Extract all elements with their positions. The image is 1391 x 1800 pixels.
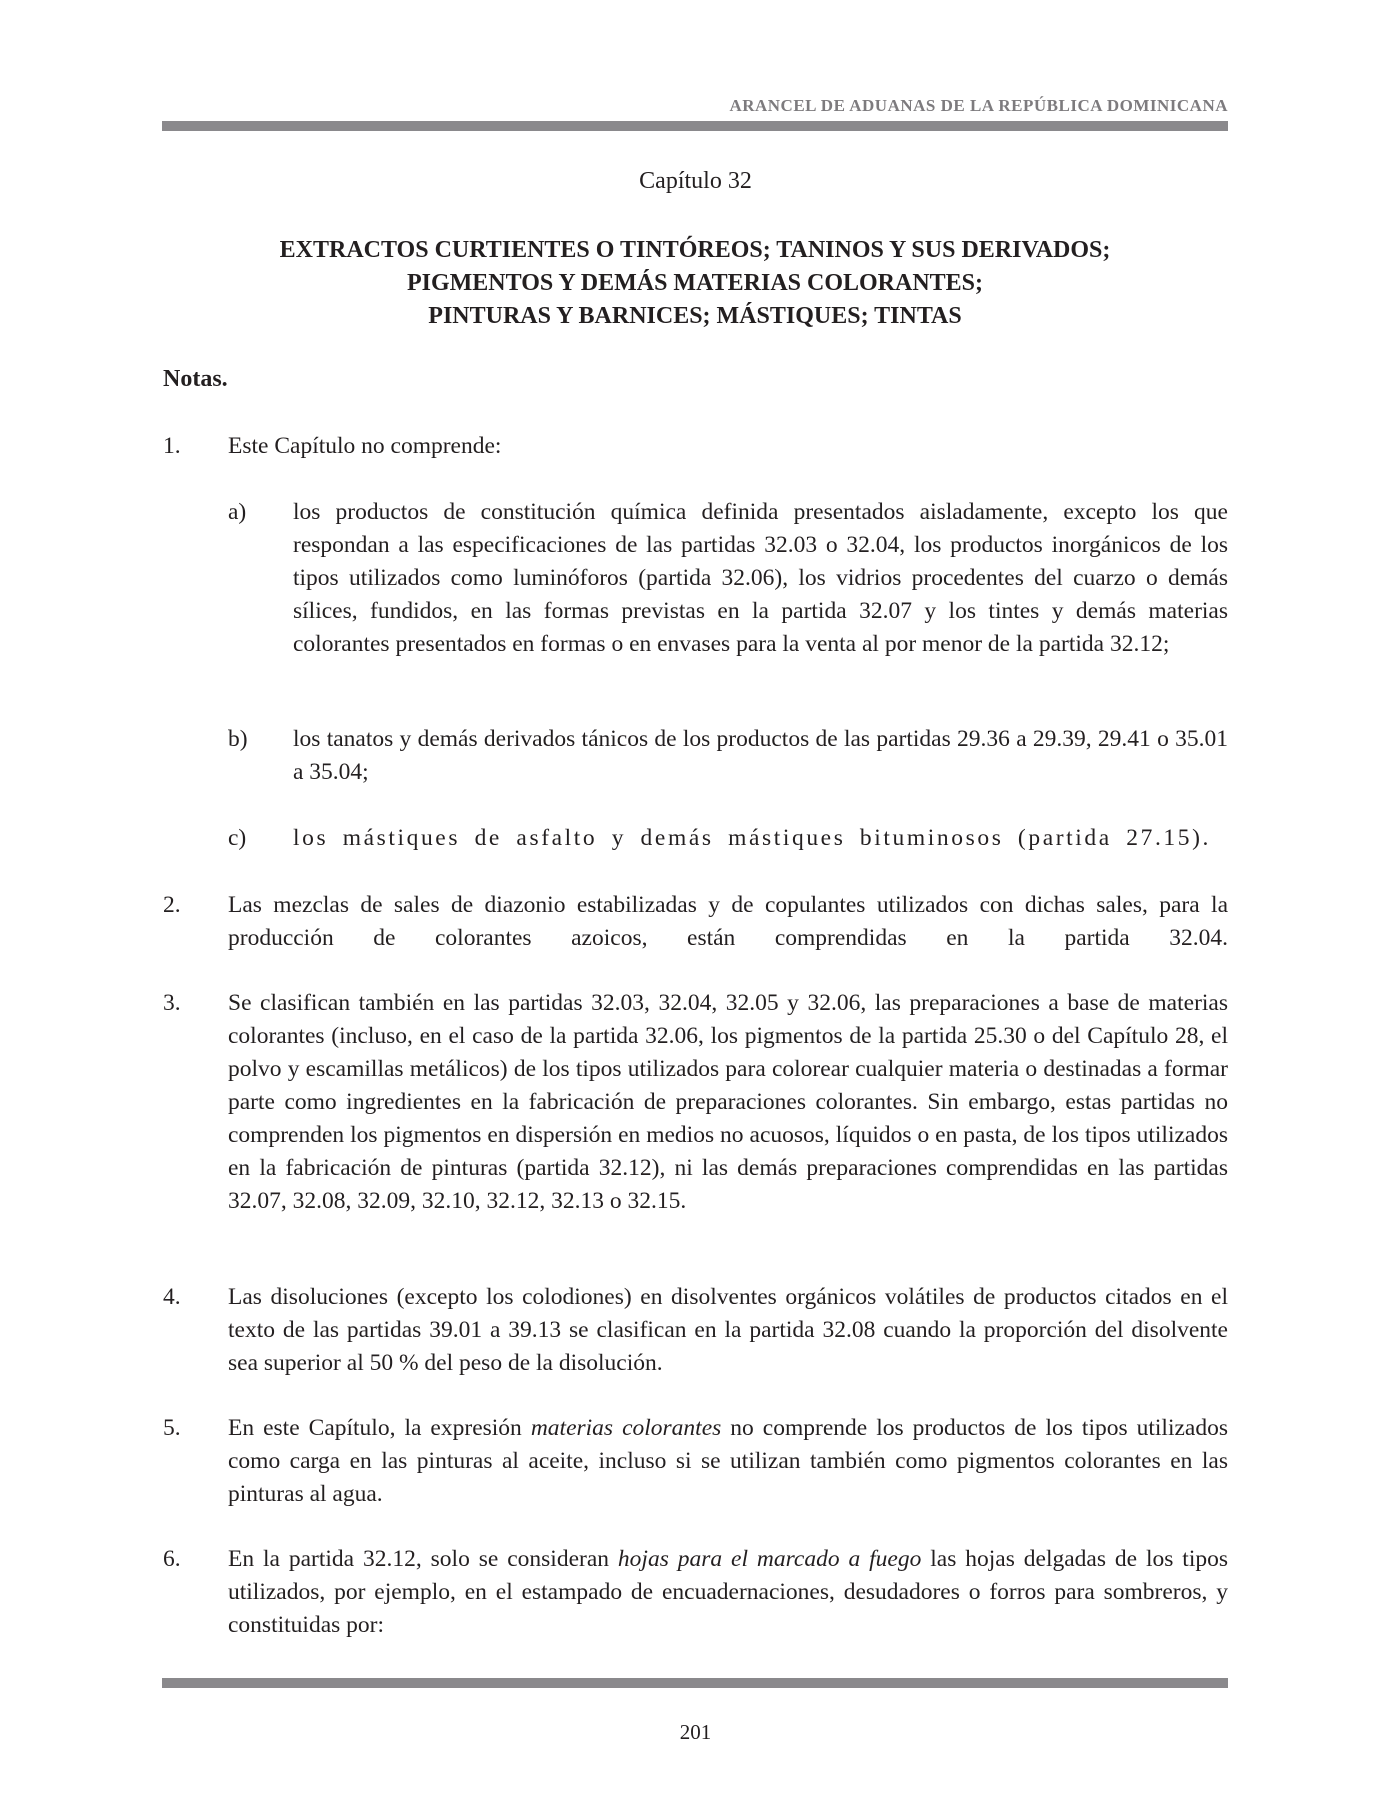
item-text: los mástiques de asfalto y demás mástiques bituminosos (partida 27.15). [293, 825, 1212, 851]
note-number: 1. [163, 433, 181, 459]
text-run: no comprende los productos de los tipos utilizados como carga en las pinturas al aceite, incluso si se utilizan también como pigmentos colorantes en las pinturas al agua. [228, 1415, 1228, 1507]
notes-heading: Notas. [163, 366, 228, 392]
text-run: En la partida 32.12, solo se consideran [228, 1546, 618, 1572]
note-number: 3. [163, 990, 181, 1016]
note-number: 5. [163, 1415, 181, 1441]
item-label: a) [228, 499, 247, 525]
note-text: Este Capítulo no comprende: [228, 433, 502, 459]
note-text: Las mezclas de sales de diazonio estabilizadas y de copulantes utilizados con dichas sales, para la producción de colorantes azoicos, están comprendidas en la partida 32.04. [228, 892, 1228, 951]
chapter-title [162, 234, 1228, 333]
note-text [228, 1543, 1228, 1642]
text-run: En este Capítulo, la expresión [228, 1415, 531, 1441]
note-number: 4. [163, 1284, 181, 1310]
running-header: ARANCEL DE ADUANAS DE LA REPÚBLICA DOMINICANA [729, 96, 1228, 115]
emphasized-term: hojas para el marcado a fuego [617, 1546, 922, 1572]
item-text: los productos de constitución química definida presentados aisladamente, excepto los que respondan a las especificaciones de las partidas 32.03 o 32.04, los productos inorgánicos de los tipos utilizados como luminóforos (partida 32.06), los vidrios procedentes del cuarzo o demás sílices, fundidos, en las formas previstas en la partida 32.07 y los tintes y demás materias colorantes presentados en formas o en envases para la venta al por menor de la partida 32.12; [293, 499, 1228, 657]
note-text: Las disoluciones (excepto los colodiones) en disolventes orgánicos volátiles de productos citados en el texto de las partidas 39.01 a 39.13 se clasifican en la partida 32.08 cuando la proporción del disolvente sea superior al 50 % del peso de la disolución. [228, 1284, 1228, 1376]
title-line: EXTRACTOS CURTIENTES O TINTÓREOS; TANINOS Y SUS DERIVADOS; [279, 237, 1111, 263]
note-text: Se clasifican también en las partidas 32.03, 32.04, 32.05 y 32.06, las preparaciones a base de materias colorantes (incluso, en el caso de la partida 32.06, los pigmentos de la partida 25.30 o del Capítulo 28, el polvo y escamillas metálicos) de los tipos utilizados para colorear cualquier materia o destinadas a formar parte como ingredientes en la fabricación de preparaciones colorantes. Sin embargo, estas partidas no comprenden los pigmentos en dispersión en medios no acuosos, líquidos o en pasta, de los tipos utilizados en la fabricación de pinturas (partida 32.12), ni las demás preparaciones comprendidas en las partidas 32.07, 32.08, 32.09, 32.10, 32.12, 32.13 o 32.15. [228, 990, 1228, 1214]
emphasized-term: materias colorantes [530, 1415, 722, 1441]
item-label: b) [228, 726, 248, 752]
footer-rule [162, 1678, 1228, 1688]
item-label: c) [228, 825, 247, 851]
title-line: PIGMENTOS Y DEMÁS MATERIAS COLORANTES; [406, 270, 984, 296]
page-number: 201 [679, 1720, 712, 1744]
chapter-label: Capítulo 32 [639, 168, 752, 194]
item-text: los tanatos y demás derivados tánicos de los productos de las partidas 29.36 a 29.39, 29.41 o 35.01 a 35.04; [293, 726, 1228, 785]
header-rule [162, 121, 1228, 131]
note-number: 2. [163, 892, 181, 918]
note-text [228, 1412, 1228, 1511]
title-line: PINTURAS Y BARNICES; MÁSTIQUES; TINTAS [428, 303, 962, 329]
text-run: las hojas delgadas de los tipos utilizados, por ejemplo, en el estampado de encuadernaciones, desudadores o forros para sombreros, y constituidas por: [228, 1546, 1229, 1638]
note-number: 6. [163, 1546, 181, 1572]
